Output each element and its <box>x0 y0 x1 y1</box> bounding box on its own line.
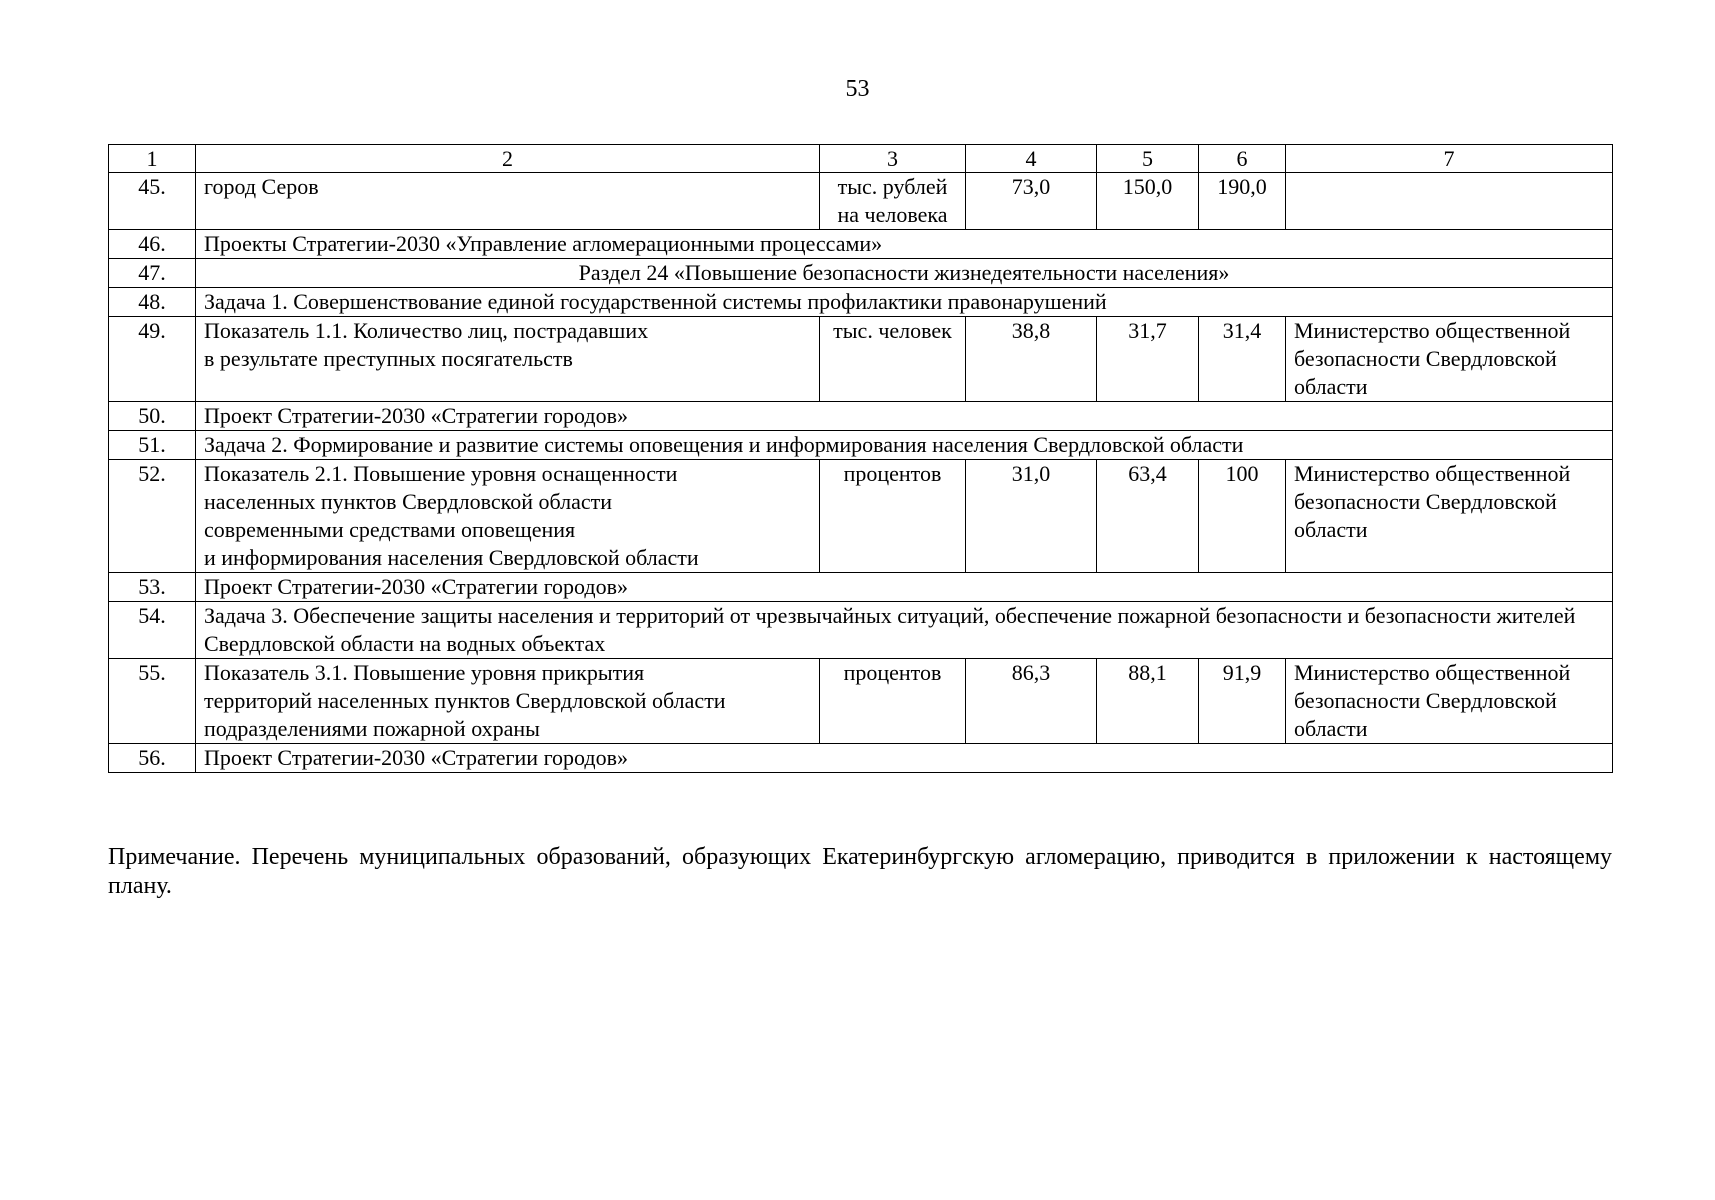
table-row <box>109 230 1613 259</box>
row-section-cell: Проект Стратегии-2030 «Стратегии городов» <box>196 573 1613 602</box>
header-cell: 4 <box>966 145 1097 173</box>
value-cell-6: 91,9 <box>1199 659 1286 744</box>
unit-cell: тыс. рублей на человека <box>820 173 966 230</box>
row-section-cell: Проект Стратегии-2030 «Стратегии городов» <box>196 402 1613 431</box>
row-number-cell: 54. <box>109 602 196 659</box>
value-cell-5: 150,0 <box>1097 173 1199 230</box>
row-number-cell: 51. <box>109 431 196 460</box>
indicator-name-cell: Показатель 1.1. Количество лиц, пострадавших в результате преступных посягательств <box>196 317 820 402</box>
note-text: Примечание. Перечень муниципальных образований, образующих Екатеринбургскую агломерацию, приводится в приложении к настоящему плану. <box>108 844 1612 899</box>
value-cell-5: 88,1 <box>1097 659 1199 744</box>
table-row <box>109 173 1613 230</box>
responsible-cell: Министерство общественной безопасности Свердловской области <box>1286 659 1613 744</box>
row-section-cell: Задача 2. Формирование и развитие системы оповещения и информирования населения Свердловской области <box>196 431 1613 460</box>
value-cell-5: 63,4 <box>1097 460 1199 573</box>
row-section-cell: Задача 1. Совершенствование единой государственной системы профилактики правонарушений <box>196 288 1613 317</box>
row-number-cell: 55. <box>109 659 196 744</box>
plan-table <box>108 144 1613 773</box>
unit-cell: процентов <box>820 659 966 744</box>
table-row <box>109 744 1613 773</box>
table-row <box>109 259 1613 288</box>
unit-cell: процентов <box>820 460 966 573</box>
indicator-name-cell: Показатель 2.1. Повышение уровня оснащенности населенных пунктов Свердловской области современными средствами оповещения и информирования населения Свердловской области <box>196 460 820 573</box>
table-row <box>109 659 1613 744</box>
table-row <box>109 431 1613 460</box>
value-cell-4: 73,0 <box>966 173 1097 230</box>
row-section-cell: Раздел 24 «Повышение безопасности жизнедеятельности населения» <box>196 259 1613 288</box>
responsible-cell: Министерство общественной безопасности Свердловской области <box>1286 460 1613 573</box>
row-section-cell: Задача 3. Обеспечение защиты населения и территорий от чрезвычайных ситуаций, обеспечение пожарной безопасности и безопасности жителей Свердловской области на водных объектах <box>196 602 1613 659</box>
page-number: 53 <box>845 76 870 102</box>
row-section-cell: Проект Стратегии-2030 «Стратегии городов» <box>196 744 1613 773</box>
row-number-cell: 50. <box>109 402 196 431</box>
table-row <box>109 288 1613 317</box>
header-cell: 3 <box>820 145 966 173</box>
value-cell-4: 86,3 <box>966 659 1097 744</box>
row-number-cell: 48. <box>109 288 196 317</box>
table-row <box>109 460 1613 573</box>
header-cell: 1 <box>109 145 196 173</box>
row-number-cell: 49. <box>109 317 196 402</box>
value-cell-5: 31,7 <box>1097 317 1199 402</box>
header-cell: 2 <box>196 145 820 173</box>
unit-cell: тыс. человек <box>820 317 966 402</box>
table-header-row <box>109 145 1613 173</box>
table-row <box>109 317 1613 402</box>
table-row <box>109 602 1613 659</box>
table-row <box>109 402 1613 431</box>
indicator-name-cell: Показатель 3.1. Повышение уровня прикрытия территорий населенных пунктов Свердловской области подразделениями пожарной охраны <box>196 659 820 744</box>
value-cell-4: 31,0 <box>966 460 1097 573</box>
row-number-cell: 46. <box>109 230 196 259</box>
responsible-cell: Министерство общественной безопасности Свердловской области <box>1286 317 1613 402</box>
row-number-cell: 47. <box>109 259 196 288</box>
responsible-cell <box>1286 173 1613 230</box>
header-cell: 6 <box>1199 145 1286 173</box>
row-number-cell: 53. <box>109 573 196 602</box>
row-number-cell: 52. <box>109 460 196 573</box>
table-row <box>109 573 1613 602</box>
header-cell: 5 <box>1097 145 1199 173</box>
row-number-cell: 45. <box>109 173 196 230</box>
value-cell-4: 38,8 <box>966 317 1097 402</box>
value-cell-6: 100 <box>1199 460 1286 573</box>
value-cell-6: 190,0 <box>1199 173 1286 230</box>
row-number-cell: 56. <box>109 744 196 773</box>
table-body <box>109 145 1613 773</box>
indicator-name-cell: город Серов <box>196 173 820 230</box>
value-cell-6: 31,4 <box>1199 317 1286 402</box>
row-section-cell: Проекты Стратегии-2030 «Управление агломерационными процессами» <box>196 230 1613 259</box>
header-cell: 7 <box>1286 145 1613 173</box>
